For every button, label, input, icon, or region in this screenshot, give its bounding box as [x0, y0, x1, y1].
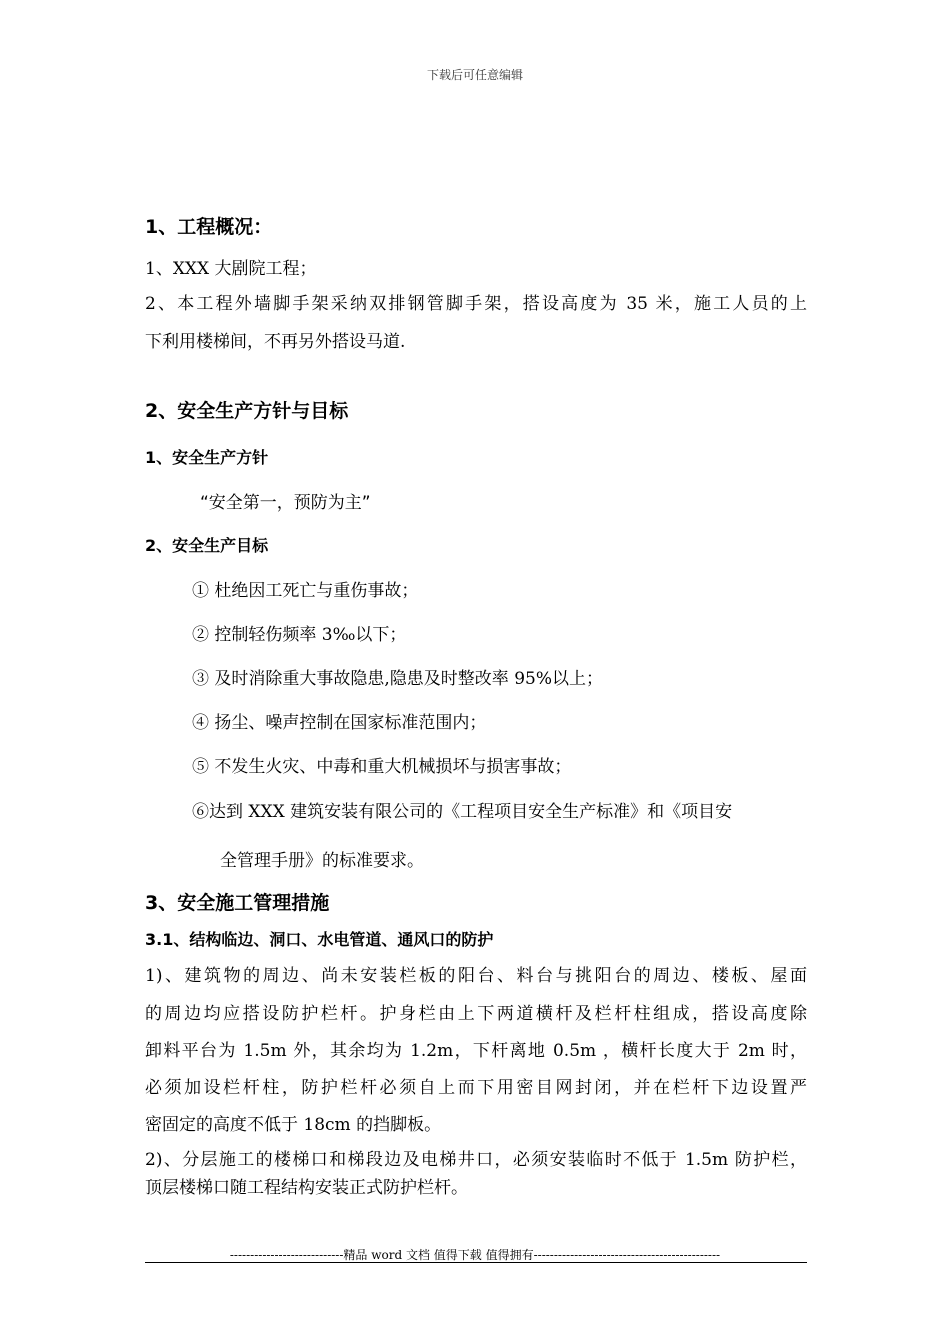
section-1-title: 1、工程概况：	[145, 216, 273, 238]
paragraph-line: 顶层楼梯口随工程结构安装正式防护栏杆。	[145, 1178, 468, 1198]
goal-item-continuation: 全管理手册》的标准要求。	[220, 851, 424, 871]
paragraph-line: 卸料平台为 1.5m 外，其余均为 1.2m，下杆离地 0.5m ，横杆长度大于 2m 时，	[145, 1041, 807, 1061]
goal-item: ⑤ 不发生火灾、中毒和重大机械损坏与损害事故；	[192, 757, 572, 777]
footer-divider	[145, 1262, 807, 1263]
goal-item: ⑥达到 XXX 建筑安装有限公司的《工程项目安全生产标准》和《项目安	[192, 802, 733, 822]
policy-quote: “安全第一，预防为主”	[200, 493, 371, 513]
goal-item: ③ 及时消除重大事故隐患,隐患及时整改率 95%以上；	[192, 669, 603, 689]
section-1-line-1: 1、XXX 大剧院工程；	[145, 259, 317, 279]
section-3-title: 3、安全施工管理措施	[145, 892, 330, 914]
goal-item: ④ 扬尘、噪声控制在国家标准范围内；	[192, 713, 487, 733]
section-1-line-2a: 2、本工程外墙脚手架采纳双排钢管脚手架，搭设高度为 35 米，施工人员的上	[145, 294, 807, 314]
paragraph-line: 1)、建筑物的周边、尚未安装栏板的阳台、料台与挑阳台的周边、楼板、屋面	[145, 966, 807, 986]
section-2-title: 2、安全生产方针与目标	[145, 400, 349, 422]
paragraph-line: 必须加设栏杆柱，防护栏杆必须自上而下用密目网封闭，并在栏杆下边设置严	[145, 1078, 807, 1098]
section-2-sub-2-title: 2、安全生产目标	[145, 536, 269, 555]
goal-item: ② 控制轻伤频率 3‰以下；	[192, 625, 407, 645]
paragraph-line: 2)、分层施工的楼梯口和梯段边及电梯井口，必须安装临时不低于 1.5m 防护栏，	[145, 1150, 807, 1170]
footer-text: ----------------------------精品 word 文档 值得下载 值得拥有----------------------------------------------	[229, 1248, 721, 1262]
section-2-sub-1-title: 1、安全生产方针	[145, 448, 269, 467]
header-note: 下载后可任意编辑	[426, 68, 523, 82]
section-3-sub-1-title: 3.1、结构临边、洞口、水电管道、通风口的防护	[145, 930, 494, 949]
paragraph-line: 密固定的高度不低于 18cm 的挡脚板。	[145, 1115, 442, 1135]
section-1-line-2b: 下利用楼梯间，不再另外搭设马道.	[145, 332, 406, 352]
goal-item: ① 杜绝因工死亡与重伤事故；	[192, 581, 419, 601]
paragraph-line: 的周边均应搭设防护栏杆。护身栏由上下两道横杆及栏杆柱组成，搭设高度除	[145, 1004, 807, 1024]
